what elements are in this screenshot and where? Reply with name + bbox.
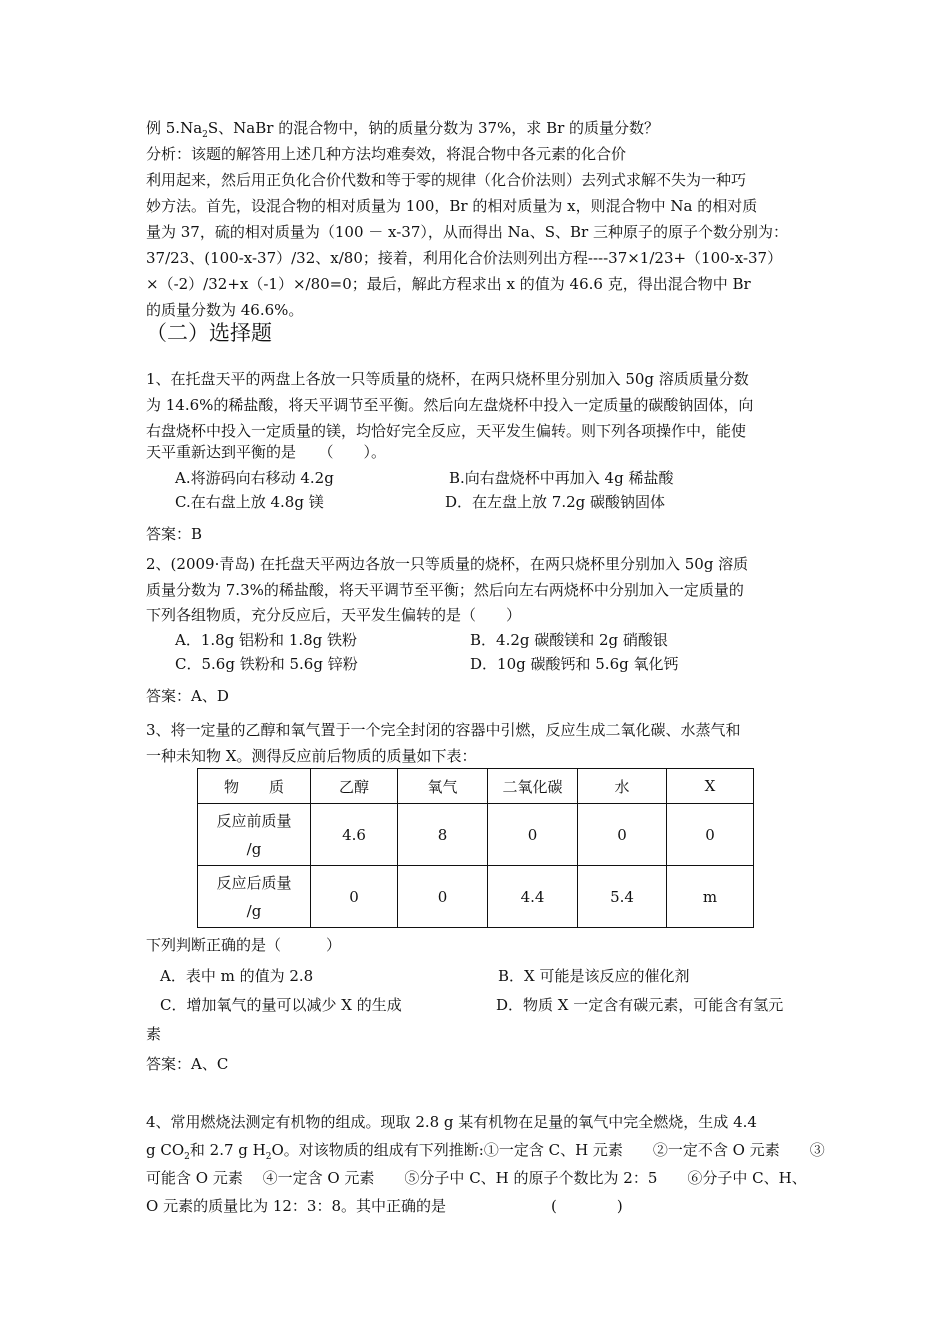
q2-line: 2、(2009·青岛) 在托盘天平两边各放一只等质量的烧杯，在两只烧杯里分别加入 50g 溶质 [146,555,749,573]
table-cell: m [667,866,754,928]
table-header-cell: 氧气 [398,769,488,804]
q1-line: 1、在托盘天平的两盘上各放一只等质量的烧杯，在两只烧杯里分别加入 50g 溶质质量分数 [146,370,749,388]
table-cell: 0 [398,866,488,928]
q3-line: 3、将一定量的乙醇和氧气置于一个完全封闭的容器中引燃，反应生成二氧化碳、水蒸气和 [146,721,741,739]
q3-option-d: D．物质 X 一定含有碳元素，可能含有氢元 [496,996,784,1014]
section-heading: （二）选择题 [146,321,272,345]
example5-analysis-line: 37/23、(100-x-37）/32、x/80；接着，利用化合价法则列出方程----37×1/23+（100-x-37） [146,249,783,267]
table-cell: 5.4 [578,866,667,928]
table-header-cell: 物 质 [198,769,311,804]
q1-option-d: D．在左盘上放 7.2g 碳酸钠固体 [445,493,666,511]
table-header-row [198,769,754,804]
example5-analysis-line: 分析：该题的解答用上述几种方法均难奏效，将混合物中各元素的化合价 [146,145,627,163]
q3-answer: 答案：A、C [146,1055,229,1073]
q3-prompt: 下列判断正确的是（ ） [146,936,342,954]
q2-line: 下列各组物质，充分反应后，天平发生偏转的是（ ） [146,606,522,624]
q4-line: g $CO_2$和 2.7 g $H_2O$。对该物质的组成有下列推断:①一定含 C、H 元素 ②一定不含 O 元素 ③ [146,1141,825,1162]
q2-option-a: A．1.8g 铝粉和 1.8g 铁粉 [175,631,358,649]
q3-line: 一种未知物 X。测得反应前后物质的质量如下表： [146,747,477,765]
table-row-label: 反应前质量 /g [198,804,311,866]
example5-analysis-line: 量为 37，硫的相对质量为（100 － x-37），从而得出 Na、S、Br 三种原子的原子个数分别为： [146,223,788,241]
q4-line: O 元素的质量比为 12：3：8。其中正确的是 ( ) [146,1197,623,1215]
q3-mass-table [197,768,754,928]
q1-line: 右盘烧杯中投入一定质量的镁，均恰好完全反应，天平发生偏转。则下列各项操作中，能使 [146,422,747,440]
table-cell: 0 [578,804,667,866]
q1-option-c: C.在右盘上放 4.8g 镁 [175,493,324,511]
q3-option-b: B．X 可能是该反应的催化剂 [498,967,690,985]
table-row-label: 反应后质量 /g [198,866,311,928]
q1-line: 为 14.6%的稀盐酸，将天平调节至平衡。然后向左盘烧杯中投入一定质量的碳酸钠固体，向 [146,396,754,414]
example5-analysis-line: 利用起来，然后用正负化合价代数和等于零的规律（化合价法则）去列式求解不失为一种巧 [146,171,747,189]
q2-option-d: D．10g 碳酸钙和 5.6g 氧化钙 [470,655,679,673]
table-cell: 4.6 [311,804,398,866]
example5-analysis-line: 的质量分数为 46.6%。 [146,301,304,319]
q2-line: 质量分数为 7.3%的稀盐酸，将天平调节至平衡；然后向左右两烧杯中分别加入一定质量的 [146,581,744,599]
q3-option-d-wrap: 素 [146,1025,162,1043]
table-cell: 0 [667,804,754,866]
q3-option-a: A．表中 m 的值为 2.8 [160,967,314,985]
example5-analysis-line: ×（-2）/32+x（-1）×/80=0；最后，解此方程求出 x 的值为 46.6 克，得出混合物中 Br [146,275,751,293]
q2-answer: 答案：A、D [146,687,229,705]
example5-title: 例 $5.Na_2S$、NaBr 的混合物中，钠的质量分数为 37%，求 Br 的质量分数？ [146,119,660,140]
table-header-cell: 乙醇 [311,769,398,804]
q2-option-c: C．5.6g 铁粉和 5.6g 锌粉 [175,655,358,673]
q1-option-b: B.向右盘烧杯中再加入 4g 稀盐酸 [449,469,674,487]
example5-analysis-line: 妙方法。首先，设混合物的相对质量为 100，Br 的相对质量为 x，则混合物中 Na 的相对质 [146,197,758,215]
q4-line: 可能含 O 元素 ④一定含 O 元素 ⑤分子中 C、H 的原子个数比为 2：5 ⑥分子中 C、H、 [146,1169,807,1187]
q1-line: 天平重新达到平衡的是 （ ）。 [146,443,387,461]
q2-option-b: B．4.2g 碳酸镁和 2g 硝酸银 [470,631,668,649]
q1-answer: 答案：B [146,525,203,543]
table-cell: 0 [488,804,578,866]
table-header-cell: X [667,769,754,804]
q4-line: 4、常用燃烧法测定有机物的组成。现取 2.8 g 某有机物在足量的氧气中完全燃烧，生成 4.4 [146,1113,757,1131]
table-row [198,804,754,866]
table-cell: 0 [311,866,398,928]
table-cell: 8 [398,804,488,866]
table-header-cell: 二氧化碳 [488,769,578,804]
table-header-cell: 水 [578,769,667,804]
table-cell: 4.4 [488,866,578,928]
table-row [198,866,754,928]
q3-option-c: C．增加氧气的量可以减少 X 的生成 [160,996,402,1014]
q1-option-a: A.将游码向右移动 4.2g [175,469,334,487]
